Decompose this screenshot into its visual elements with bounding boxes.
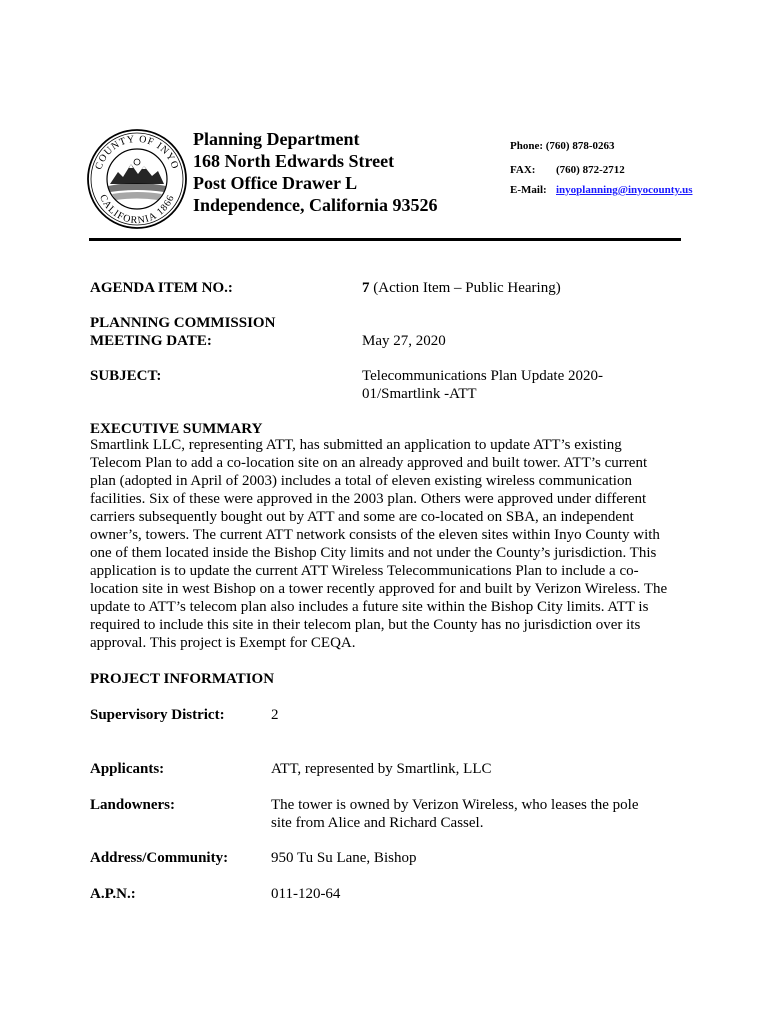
summary-line: approval. This project is Exempt for CEQA. <box>90 635 356 651</box>
supervisory-district-label: Supervisory District: <box>90 707 225 723</box>
applicants-value: ATT, represented by Smartlink, LLC <box>271 761 492 777</box>
county-seal-icon <box>86 128 188 230</box>
executive-summary-heading: EXECUTIVE SUMMARY <box>90 421 263 437</box>
summary-line: required to include this site in their telecom plan, but the County has no jurisdiction over its <box>90 617 641 633</box>
city-state-zip: Independence, California 93526 <box>193 195 438 215</box>
landowners-line-1: The tower is owned by Verizon Wireless, who leases the pole <box>271 797 639 813</box>
street-address: 168 North Edwards Street <box>193 151 395 171</box>
fax-value: (760) 872-2712 <box>556 164 625 176</box>
phone-label: Phone: <box>510 140 543 152</box>
summary-line: owner’s, towers. The current ATT network consists of the eleven sites within Inyo County with <box>90 527 660 543</box>
subject-line-1: Telecommunications Plan Update 2020- <box>362 368 603 384</box>
meeting-date-value: May 27, 2020 <box>362 333 446 349</box>
project-information-heading: PROJECT INFORMATION <box>90 671 275 687</box>
summary-line: update to ATT’s telecom plan also includes a future site within the Bishop City limits. ATT is <box>90 599 649 615</box>
summary-line: carriers subsequently bought out by ATT and some are co-located on SBA, an independent <box>90 509 634 525</box>
landowners-label: Landowners: <box>90 797 176 813</box>
agenda-item-value <box>362 279 561 297</box>
agenda-item-label: AGENDA ITEM NO.: <box>90 280 233 296</box>
department-name: Planning Department <box>193 129 360 149</box>
landowners-line-2: site from Alice and Richard Cassel. <box>271 815 484 831</box>
address-community-label: Address/Community: <box>90 850 229 866</box>
apn-value: 011-120-64 <box>271 886 341 902</box>
apn-label: A.P.N.: <box>90 886 136 902</box>
subject-label: SUBJECT: <box>90 368 162 384</box>
summary-line: facilities. Six of these were approved in the 2003 plan. Others were approved under different <box>90 491 647 507</box>
fax-row <box>510 164 625 176</box>
agenda-item-number: 7 <box>362 280 370 296</box>
summary-line: application is to update the current ATT Wireless Telecommunications Plan to include a co- <box>90 563 639 579</box>
address-community-value: 950 Tu Su Lane, Bishop <box>271 850 417 866</box>
email-row <box>510 184 693 196</box>
meeting-label-line-1: PLANNING COMMISSION <box>90 315 276 331</box>
summary-line: Telecom Plan to add a co-location site on an already approved and built tower. ATT’s current <box>90 455 648 471</box>
summary-line: Smartlink LLC, representing ATT, has submitted an application to update ATT’s existing <box>90 437 622 453</box>
summary-line: one of them located inside the Bishop City limits and not under the County’s jurisdiction. This <box>90 545 657 561</box>
supervisory-district-value: 2 <box>271 707 279 723</box>
agenda-item-detail: (Action Item – Public Hearing) <box>369 280 561 296</box>
email-label: E-Mail: <box>510 184 547 196</box>
applicants-label: Applicants: <box>90 761 165 777</box>
fax-label: FAX: <box>510 164 536 176</box>
email-link[interactable]: inyoplanning@inyocounty.us <box>556 184 693 196</box>
phone-value: (760) 878-0263 <box>545 140 615 152</box>
seal-bottom-text: CALIFORNIA 1866 <box>97 193 177 227</box>
meeting-label-line-2: MEETING DATE: <box>90 333 212 349</box>
header-divider <box>89 238 681 241</box>
summary-line: location site in west Bishop on a tower recently approved for and built by Verizon Wireless. The <box>90 581 668 597</box>
executive-summary-body <box>90 436 682 652</box>
seal-top-text: COUNTY OF INYO <box>93 133 181 172</box>
phone-row <box>510 140 615 152</box>
subject-line-2: 01/Smartlink -ATT <box>362 386 477 402</box>
svg-text:COUNTY OF INYO <box>93 134 180 171</box>
po-box: Post Office Drawer L <box>193 173 358 193</box>
department-address-block <box>193 128 438 216</box>
summary-line: plan (adopted in April of 2003) includes a total of eleven existing wireless communication <box>90 473 632 489</box>
